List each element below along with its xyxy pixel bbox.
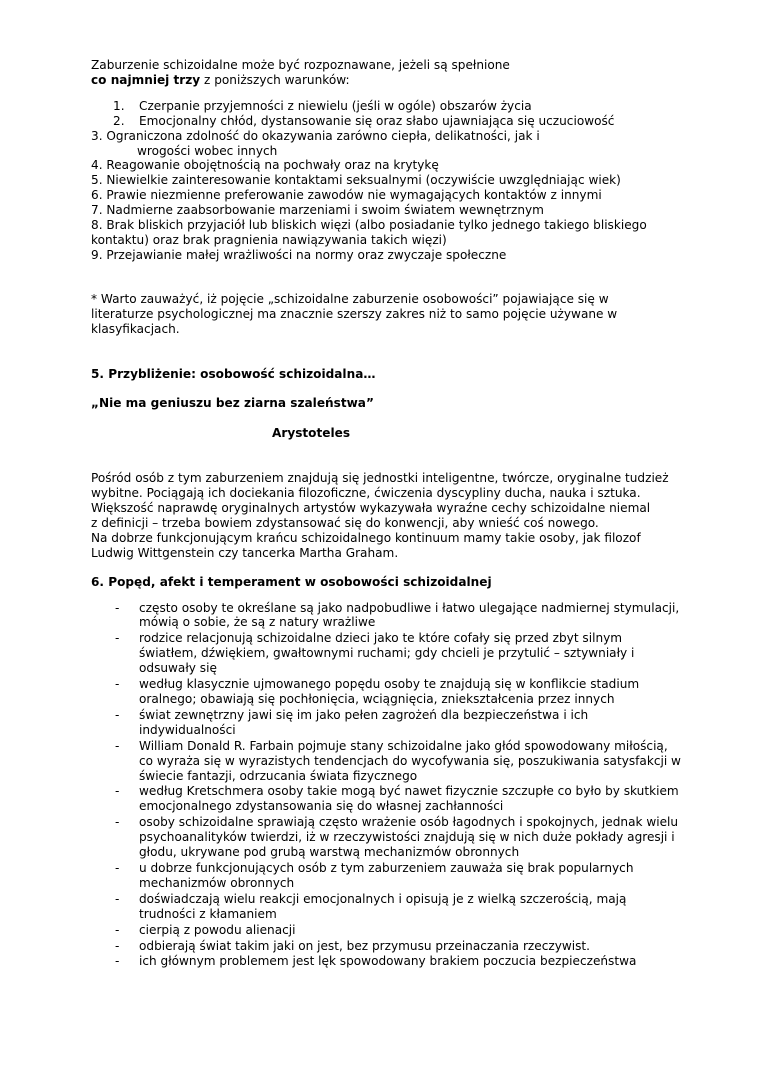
list-item (91, 892, 681, 922)
section-6-list (91, 601, 681, 970)
dash-marker: - (115, 815, 120, 830)
item-number: 1. (113, 98, 125, 113)
item-text: według Kretschmera osoby takie mogą być nawet fizycznie szczupłe co było by skutkiem emocjonalnego zdystansowania się do własnej zachłanności (139, 784, 679, 814)
list-item (91, 677, 681, 707)
item-text: Emocjonalny chłód, dystansowanie się oraz słabo ujawniająca się uczuciowość (139, 113, 615, 128)
criterion-3: 3. Ograniczona zdolność do okazywania zarówno ciepła, delikatności, jak i (91, 128, 540, 143)
item-text: często osoby te określane są jako nadpobudliwe i łatwo ulegające nadmiernej stymulacji, mówią o sobie, że są z natury wrażliwe (139, 600, 680, 630)
quote-author: Arystoteles (272, 426, 351, 441)
list-item (91, 708, 681, 738)
item-text: rodzice relacjonują schizoidalne dzieci jako te które cofały się przed zbyt silnym światłem, dźwiękiem, gwałtownymi ruchami; gdy chcieli je przytulić – sztywniały i odsuwały się (139, 631, 635, 676)
intro-line-2 (91, 73, 681, 88)
document-page (91, 58, 681, 970)
item-text: odbierają świat takim jaki on jest, bez przymusu przeinaczania rzeczywist. (139, 938, 590, 953)
list-item (91, 923, 681, 938)
item-number: 2. (113, 113, 125, 128)
dash-marker: - (115, 738, 120, 753)
list-item (91, 631, 681, 676)
list-item (91, 939, 681, 954)
criterion-6: 6. Prawie niezmienne preferowanie zawodów nie wymagających kontaktów z innymi (91, 188, 602, 203)
dash-marker: - (115, 891, 120, 906)
list-item (91, 739, 681, 784)
intro-rest: z poniższych warunków: (200, 72, 350, 87)
list-item (91, 815, 681, 860)
item-text: Czerpanie przyjemności z niewielu (jeśli w ogóle) obszarów życia (139, 98, 532, 113)
criterion-5: 5. Niewielkie zainteresowanie kontaktami seksualnymi (oczywiście uwzględniając wiek) (91, 173, 621, 188)
item-text: według klasycznie ujmowanego popędu osoby te znajdują się w konflikcie stadium oralnego; obawiają się pochłonięcia, wciągnięcia, zniekształcenia przez innych (139, 677, 640, 706)
section-5-paragraph-3: Na dobrze funkcjonującym krańcu schizoidalnego kontinuum mamy takie osoby, jak filozof Ludwig Wittgenstein czy tancerka Martha Graham. (91, 530, 641, 560)
list-item (91, 601, 681, 631)
criteria-numbered-list (91, 99, 681, 129)
list-item (91, 784, 681, 814)
section-5-paragraph-2: Większość naprawdę oryginalnych artystów wykazywała wyraźne cechy schizoidalne niemal z definicji – trzeba bowiem zdystansować się do konwencji, aby wnieść coś nowego. (91, 501, 651, 530)
dash-marker: - (115, 631, 120, 646)
dash-marker: - (115, 938, 120, 953)
item-text: świat zewnętrzny jawi się im jako pełen zagrożeń dla bezpieczeństwa i ich indywidualności (139, 707, 589, 737)
footnote: * Warto zauważyć, iż pojęcie „schizoidalne zaburzenie osobowości” pojawiające się w literaturze psychologicznej ma znacznie szerszy zakres niż to samo pojęcie używane w klasyfikacjach. (91, 291, 618, 336)
item-text: doświadczają wielu reakcji emocjonalnych i opisują je z wielką szczerością, mają trudności z kłamaniem (139, 891, 627, 921)
item-text: cierpią z powodu alienacji (139, 922, 296, 937)
dash-marker: - (115, 922, 120, 937)
item-text: u dobrze funkcjonujących osób z tym zaburzeniem zauważa się brak popularnych mechanizmów obronnych (139, 860, 634, 890)
criterion-7: 7. Nadmierne zaabsorbowanie marzeniami i swoim światem wewnętrznym (91, 203, 544, 218)
dash-marker: - (115, 677, 120, 692)
dash-marker: - (115, 600, 120, 615)
list-item (91, 861, 681, 891)
criterion-9: 9. Przejawianie małej wrażliwości na normy oraz zwyczaje społeczne (91, 247, 507, 262)
intro-emphasis: co najmniej trzy (91, 72, 201, 87)
criterion-8: 8. Brak bliskich przyjaciół lub bliskich więzi (albo posiadanie tylko jednego takiego bliskiego kontaktu) oraz brak pragnienia nawiązywania takich więzi) (91, 218, 647, 247)
dash-marker: - (115, 784, 120, 799)
section-5-heading: 5. Przybliżenie: osobowość schizoidalna… (91, 366, 376, 381)
list-item (91, 954, 681, 969)
criterion-3-continuation: wrogości wobec innych (137, 143, 278, 158)
item-text: osoby schizoidalne sprawiają często wrażenie osób łagodnych i spokojnych, jednak wielu psychoanalityków twierdzi, iż w rzeczywistości znajdują się w nich duże pokłady agresji i głodu, ukrywane pod grubą warstwą mechanizmów obronnych (139, 815, 679, 860)
item-text: ich głównym problemem jest lęk spowodowany brakiem poczucia bezpieczeństwa (139, 954, 637, 969)
list-item (91, 114, 681, 129)
intro-line: Zaburzenie schizoidalne może być rozpoznawane, jeżeli są spełnione (91, 58, 510, 72)
section-5-paragraph-1: Pośród osób z tym zaburzeniem znajdują się jednostki inteligentne, twórcze, oryginalne tudzież wybitne. Pociągają ich dociekania filozoficzne, ćwiczenia dyscypliny ducha, nauka i sztuka. (91, 471, 669, 501)
dash-marker: - (115, 860, 120, 875)
list-item (91, 99, 681, 114)
dash-marker: - (115, 707, 120, 722)
item-text: William Donald R. Farbain pojmuje stany schizoidalne jako głód spowodowany miłością, co wyraża się w wyrazistych tendencjach do wycofywania się, poszukiwania satysfakcji w świecie fantazji, odrzucania świata fizycznego (139, 738, 681, 783)
quote: „Nie ma geniuszu bez ziarna szaleństwa” (91, 396, 374, 411)
section-6-heading: 6. Popęd, afekt i temperament w osobowości schizoidalnej (91, 574, 492, 589)
criteria-plain-list (91, 129, 681, 263)
criterion-4: 4. Reagowanie obojętnością na pochwały oraz na krytykę (91, 158, 439, 173)
dash-marker: - (115, 954, 120, 969)
